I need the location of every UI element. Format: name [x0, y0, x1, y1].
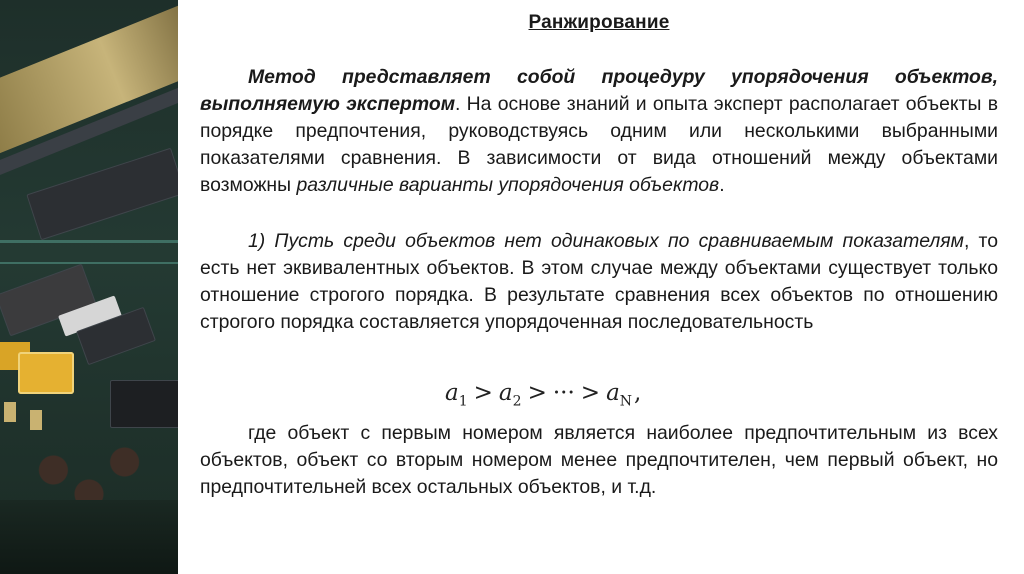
- formula-a1: a: [445, 380, 459, 406]
- formula-sub-n: N: [619, 393, 633, 410]
- method-definition-emphasis: Метод представляет собой процедуру упорядочения объектов, выполняемую экспертом: [200, 66, 998, 115]
- formula-an: a: [606, 380, 620, 406]
- method-definition-text: . На основе знаний и опыта эксперт располагает объекты в порядке предпочтения, руководствуясь одним или несколькими выбранными показателями сравнения. В зависимости от вида отношений между объектами возможны: [200, 93, 998, 196]
- formula-gt-1: >: [473, 380, 493, 406]
- formula-a2: a: [498, 380, 513, 406]
- formula-ellipsis: ···: [552, 380, 575, 406]
- paragraph-end: .: [719, 174, 725, 196]
- case-1-emphasis: 1) Пусть среди объектов нет одинаковых по сравниваемым показателям: [248, 230, 964, 252]
- formula-sub-2: 2: [512, 393, 522, 410]
- formula-sub-1: 1: [458, 393, 468, 410]
- ordering-variants-emphasis: различные варианты упорядочения объектов: [296, 174, 720, 196]
- paragraph-method-definition: [200, 64, 998, 199]
- formula-gt-2: >: [527, 380, 547, 406]
- paragraph-case-1: [200, 228, 998, 336]
- formula-comma: ,: [634, 380, 642, 406]
- circuit-board-image: [0, 0, 178, 574]
- case-1-text: , то есть нет эквивалентных объектов. В этом случае между объектами существует только отношение строгого порядка. В результате сравнения всех объектов по отношению строгого порядка составляется упорядоченная последовательность: [200, 230, 998, 333]
- ordered-sequence-formula: [445, 380, 641, 410]
- slide-title: Ранжирование: [528, 12, 670, 33]
- paragraph-explanation: где объект с первым номером является наиболее предпочтительным из всех объектов, объект со вторым номером менее предпочтителен, чем первый объект, но предпочтительней всех остальных объектов, и т.д.: [200, 422, 998, 498]
- formula-gt-3: >: [580, 380, 601, 406]
